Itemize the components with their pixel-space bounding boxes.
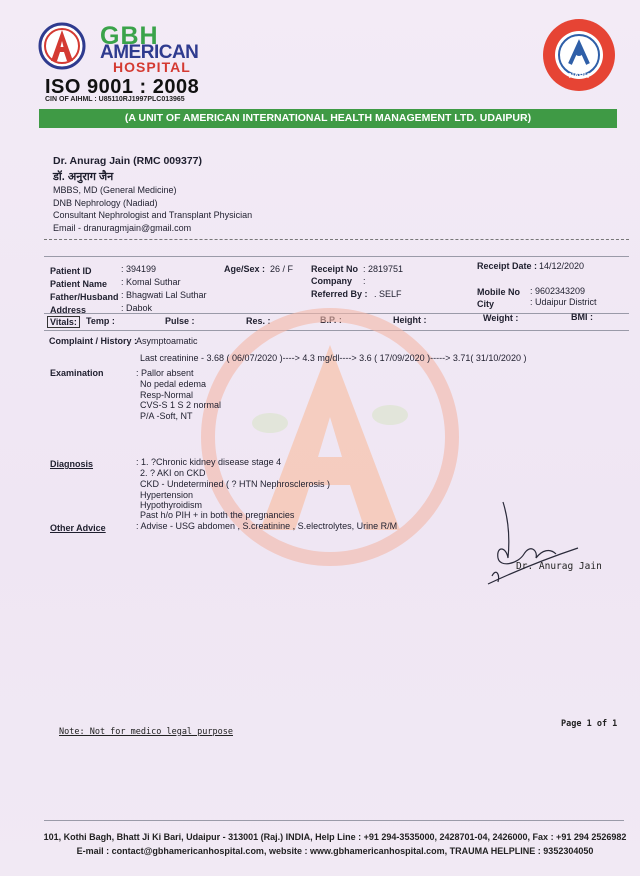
- patient-name-value: : Komal Suthar: [121, 277, 181, 287]
- complaint-value: Asymptoamatic: [136, 336, 198, 346]
- examination-line: CVS-S 1 S 2 normal: [140, 400, 222, 410]
- address-value: : Dabok: [121, 303, 153, 313]
- referred-by-label: Referred By :: [311, 289, 368, 299]
- company-label: Company: [311, 276, 353, 286]
- diagnosis-line: 2. ? AKI on CKD: [140, 468, 206, 478]
- svg-text:NABH: NABH: [568, 73, 590, 80]
- doctor-qualification-1: MBBS, MD (General Medicine): [53, 185, 177, 195]
- patient-name-label: Patient Name: [50, 279, 108, 289]
- diagnosis-label: Diagnosis: [50, 459, 94, 469]
- footer-contact: E-mail : contact@gbhamericanhospital.com, website : www.gbhamericanhospital.com, TRAUMA HELPLINE : 9352304050: [76, 846, 594, 856]
- divider: [44, 820, 624, 821]
- receipt-date-value: 14/12/2020: [539, 261, 585, 271]
- doctor-qualification-3: Consultant Nephrologist and Transplant Physician: [53, 210, 253, 220]
- city-label: City: [477, 299, 495, 309]
- brand-american: AMERICAN: [100, 42, 199, 63]
- patient-id-label: Patient ID: [50, 266, 92, 276]
- other-advice-value: : Advise - USG abdomen , S.creatinine , S.electrolytes, Urine R/M: [136, 521, 398, 531]
- cin-number: CIN OF AIHML : U85110RJ1997PLC013965: [45, 96, 185, 103]
- patient-id-value: : 394199: [121, 264, 157, 274]
- signature-name: Dr. Anurag Jain: [516, 561, 602, 572]
- mobile-value: : 9602343209: [530, 286, 586, 296]
- examination-line: No pedal edema: [140, 379, 207, 389]
- doctor-qualification-2: DNB Nephrology (Nadiad): [53, 198, 158, 208]
- examination-line: P/A -Soft, NT: [140, 411, 193, 421]
- vitals-pulse: Pulse :: [165, 316, 195, 326]
- doctor-name: Dr. Anurag Jain (RMC 009377): [53, 155, 202, 167]
- receipt-date-label: Receipt Date :: [477, 261, 538, 271]
- age-sex-label: Age/Sex :: [224, 264, 266, 274]
- diagnosis-line: CKD - Undetermined ( ? HTN Nephrosclerosis ): [140, 479, 331, 489]
- doctor-signature-icon: [478, 498, 588, 590]
- company-value: :: [363, 276, 366, 286]
- diagnosis-line: Hypertension: [140, 490, 194, 500]
- diagnosis-line: : 1. ?Chronic kidney disease stage 4: [136, 457, 282, 467]
- examination-label: Examination: [50, 368, 104, 378]
- brand-gbh: GBH: [100, 22, 159, 50]
- vitals-label: Vitals:: [47, 316, 80, 328]
- vitals-bmi: BMI :: [571, 312, 593, 322]
- complaint-label: Complaint / History :: [49, 336, 138, 346]
- diagnosis-line: Hypothyroidism: [140, 500, 203, 510]
- other-advice-label: Other Advice: [50, 523, 106, 533]
- legal-note: Note: Not for medico legal purpose: [59, 727, 233, 737]
- city-value: : Udaipur District: [530, 297, 597, 307]
- diagnosis-line: Past h/o PIH + in both the pregnancies: [140, 510, 295, 520]
- father-husband-value: : Bhagwati Lal Suthar: [121, 290, 207, 300]
- page-indicator: Page 1 of 1: [561, 719, 618, 729]
- mobile-label: Mobile No: [477, 287, 520, 297]
- iso-certification: ISO 9001 : 2008: [45, 76, 200, 98]
- receipt-no-label: Receipt No: [311, 264, 359, 274]
- doctor-name-hindi: डॉ. अनुराग जैन: [53, 171, 114, 183]
- address-label: Address: [50, 305, 87, 315]
- nabh-seal-icon: [540, 16, 618, 94]
- doctor-email: Email - dranuragmjain@gmail.com: [53, 223, 192, 233]
- footer-address: 101, Kothi Bagh, Bhatt Ji Ki Bari, Udaipur - 313001 (Raj.) INDIA, Help Line : +91 294-3535000, 2428701-04, 2426000, Fax : +91 294 2526982: [43, 832, 627, 842]
- vitals-bp: B.P. :: [320, 315, 342, 325]
- creatinine-trend: Last creatinine - 3.68 ( 06/07/2020 )----> 4.3 mg/dl----> 3.6 ( 17/09/2020 )-----> 3.71( 31/10/2020 ): [140, 353, 527, 363]
- examination-line: : Pallor absent: [136, 368, 194, 378]
- hospital-logo-icon: [38, 21, 86, 71]
- vitals-res: Res. :: [246, 316, 271, 326]
- vitals-height: Height :: [393, 315, 427, 325]
- divider: [44, 239, 629, 240]
- examination-line: Resp-Normal: [140, 390, 194, 400]
- father-husband-label: Father/Husband: [50, 292, 119, 302]
- age-sex-value: 26 / F: [270, 264, 294, 274]
- divider: [44, 256, 629, 257]
- unit-banner: (A UNIT OF AMERICAN INTERNATIONAL HEALTH MANAGEMENT LTD. UDAIPUR): [39, 109, 617, 128]
- receipt-no-value: : 2819751: [363, 264, 404, 274]
- vitals-weight: Weight :: [483, 313, 519, 323]
- vitals-temp: Temp :: [86, 316, 115, 326]
- brand-hospital: HOSPITAL: [113, 59, 191, 75]
- referred-by-value: . SELF: [374, 289, 402, 299]
